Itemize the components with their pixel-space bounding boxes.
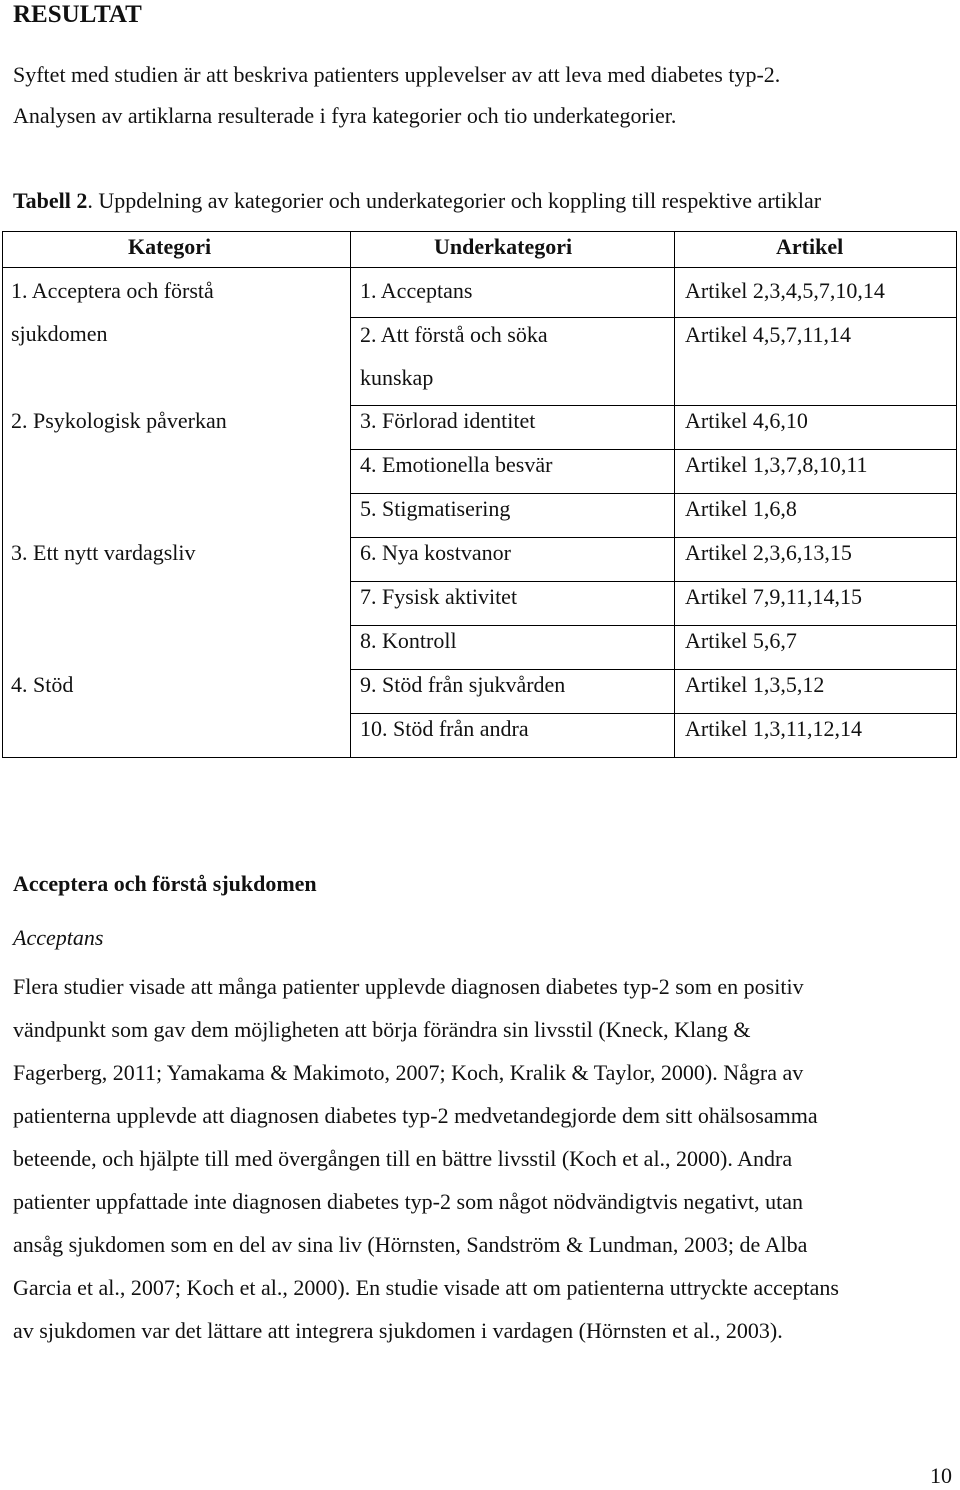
table-border-bottom — [2, 757, 957, 758]
article-cell: Artikel 4,5,7,11,14 — [685, 322, 851, 347]
header-artikel: Artikel — [776, 234, 844, 259]
section-heading: RESULTAT — [13, 1, 142, 28]
subcategory-cell: 3. Förlorad identitet — [360, 408, 536, 433]
article-cell: Artikel 1,3,7,8,10,11 — [685, 452, 868, 477]
article-cell: Artikel 2,3,6,13,15 — [685, 540, 852, 565]
row-divider — [350, 625, 957, 626]
paragraph-line: patienter uppfattade inte diagnosen diabetes typ-2 som något nödvändigtvis negativt, utan — [13, 1189, 803, 1214]
row-divider — [350, 317, 957, 318]
subsection-title: Acceptans — [13, 925, 104, 950]
header-underkategori: Underkategori — [434, 234, 573, 259]
paragraph-line: av sjukdomen var det lättare att integrera sjukdomen i vardagen (Hörnsten et al., 2003). — [13, 1318, 783, 1343]
paragraph-line: beteende, och hjälpte till med övergången till en bättre livsstil (Koch et al., 2000). Andra — [13, 1146, 793, 1171]
row-divider — [350, 669, 957, 670]
article-cell: Artikel 1,3,5,12 — [685, 672, 825, 697]
row-divider — [350, 449, 957, 450]
table-border-left — [2, 231, 3, 758]
paragraph-line: ansåg sjukdomen som en del av sina liv (Hörnsten, Sandström & Lundman, 2003; de Alba — [13, 1232, 808, 1257]
article-cell: Artikel 7,9,11,14,15 — [685, 584, 862, 609]
subcategory-cell: 8. Kontroll — [360, 628, 457, 653]
table-caption-label: Tabell 2 — [13, 188, 88, 213]
subcategory-cell: 2. Att förstå och söka — [360, 322, 548, 347]
subcategory-cell: 5. Stigmatisering — [360, 496, 511, 521]
paragraph-line: Garcia et al., 2007; Koch et al., 2000). En studie visade att om patienterna uttryckte acceptans — [13, 1275, 839, 1300]
section-title: Acceptera och förstå sjukdomen — [13, 871, 317, 896]
intro-line-1: Syftet med studien är att beskriva patienters upplevelser av att leva med diabetes typ-2. — [13, 62, 781, 87]
table-col-divider-2 — [674, 231, 675, 758]
table-header-divider — [2, 267, 957, 268]
subcategory-cell: 10. Stöd från andra — [360, 716, 529, 741]
article-cell: Artikel 4,6,10 — [685, 408, 808, 433]
page-number: 10 — [930, 1463, 952, 1488]
category-cell: 3. Ett nytt vardagsliv — [11, 540, 196, 565]
table-col-divider-1 — [350, 231, 351, 758]
paragraph-line: Flera studier visade att många patienter upplevde diagnosen diabetes typ-2 som en positiv — [13, 974, 804, 999]
table-caption — [13, 188, 821, 214]
table-border-right — [956, 231, 957, 758]
category-cell: 2. Psykologisk påverkan — [11, 408, 227, 433]
table-border-top — [2, 231, 957, 232]
results-table — [2, 231, 957, 758]
category-cell: sjukdomen — [11, 321, 108, 346]
article-cell: Artikel 2,3,4,5,7,10,14 — [685, 278, 885, 303]
paragraph-line: Fagerberg, 2011; Yamakama & Makimoto, 2007; Koch, Kralik & Taylor, 2000). Några av — [13, 1060, 804, 1085]
subcategory-cell: 4. Emotionella besvär — [360, 452, 553, 477]
article-cell: Artikel 5,6,7 — [685, 628, 797, 653]
subcategory-cell: 1. Acceptans — [360, 278, 473, 303]
row-divider — [350, 713, 957, 714]
subcategory-cell: 9. Stöd från sjukvården — [360, 672, 566, 697]
row-divider — [350, 581, 957, 582]
intro-line-2: Analysen av artiklarna resulterade i fyra kategorier och tio underkategorier. — [13, 103, 677, 128]
row-divider — [350, 537, 957, 538]
row-divider — [350, 405, 957, 406]
article-cell: Artikel 1,6,8 — [685, 496, 797, 521]
category-cell: 4. Stöd — [11, 672, 74, 697]
category-cell: 1. Acceptera och förstå — [11, 278, 214, 303]
header-kategori: Kategori — [128, 234, 212, 259]
row-divider — [350, 493, 957, 494]
subcategory-cell: 7. Fysisk aktivitet — [360, 584, 518, 609]
subcategory-cell: kunskap — [360, 365, 434, 390]
article-cell: Artikel 1,3,11,12,14 — [685, 716, 862, 741]
table-caption-text: . Uppdelning av kategorier och underkategorier och koppling till respektive artiklar — [87, 188, 822, 213]
subcategory-cell: 6. Nya kostvanor — [360, 540, 511, 565]
paragraph-line: vändpunkt som gav dem möjligheten att börja förändra sin livsstil (Kneck, Klang & — [13, 1017, 751, 1042]
paragraph-line: patienterna upplevde att diagnosen diabetes typ-2 medvetandegjorde dem sitt ohälsosamma — [13, 1103, 818, 1128]
